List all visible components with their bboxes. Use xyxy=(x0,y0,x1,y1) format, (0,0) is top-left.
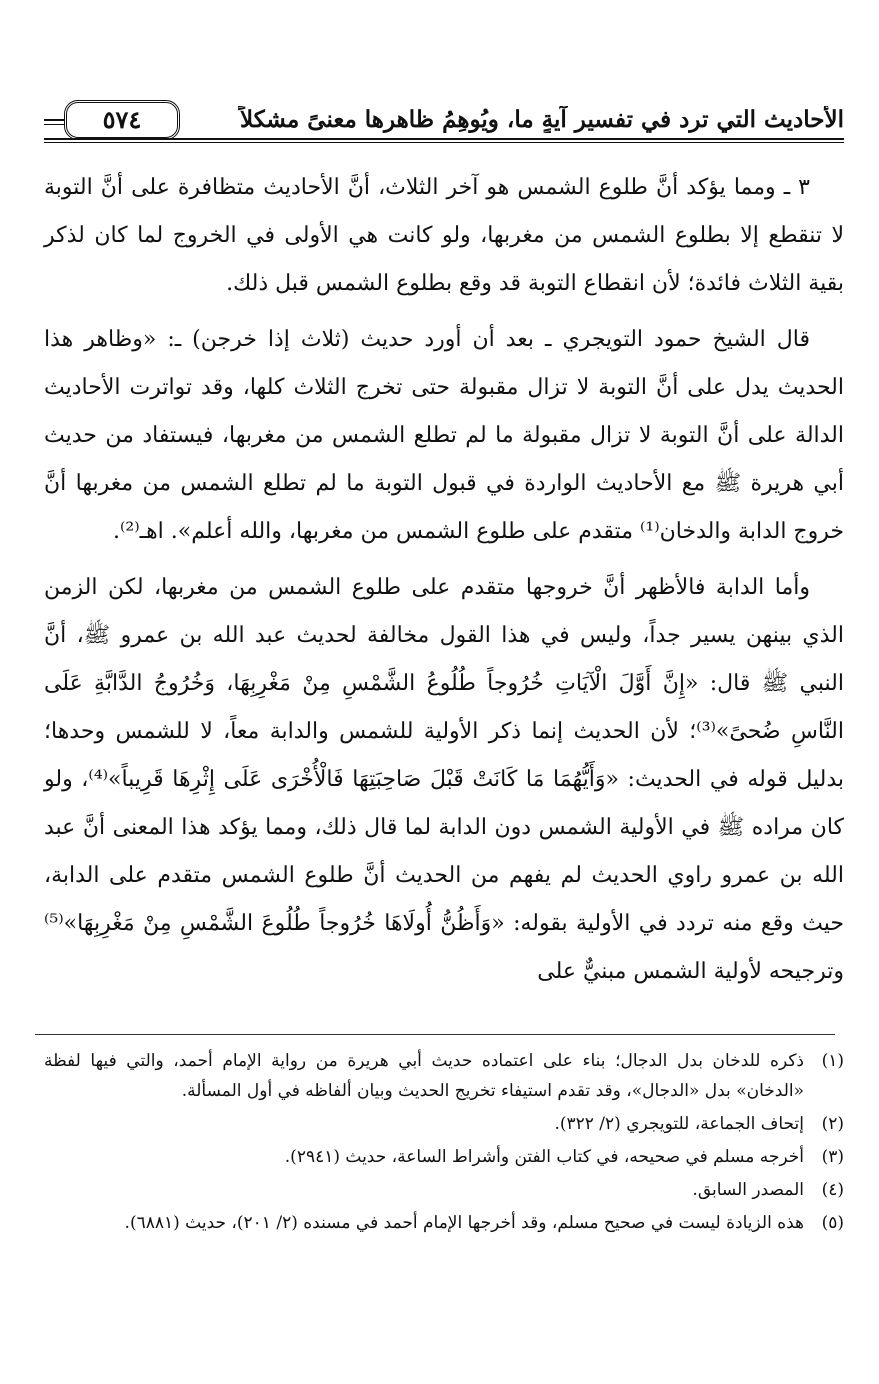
footnote-text: إتحاف الجماعة، للتويجري (٢/ ٣٢٢). xyxy=(554,1114,804,1134)
header-rule-thin xyxy=(44,142,844,143)
header-ornament-line xyxy=(44,119,64,121)
paragraph-2: قال الشيخ حمود التويجري ـ بعد أن أورد حديث (ثلاث إذا خرجن) ـ: «وظاهر هذا الحديث يدل على أنَّ التوبة لا تزال مقبولة حتى تخرج الثلاث كلها، وقد تواترت الأحاديث الدالة على أنَّ التوبة لا تزال مقبولة ما لم تطلع الشمس من مغربها، فيستفاد من حديث أبي هريرة ﷺ مع الأحاديث الواردة في قبول التوبة ما لم تطلع الشمس من مغربها أنَّ خروج الدابة والدخان⁽¹⁾ متقدم على طلوع الشمس من مغربها، والله أعلم». اهـ⁽²⁾. xyxy=(44,327,844,544)
footnote-text: ذكره للدخان بدل الدجال؛ بناء على اعتماده حديث أبي هريرة من رواية الإمام أحمد، والتي فيها لفظة «الدخان» بدل «الدجال»، وقد تقدم استيفاء تخريج الحديث وبيان ألفاظه في أول المسألة. xyxy=(44,1051,804,1101)
footnote xyxy=(44,1208,844,1238)
running-header xyxy=(44,96,844,144)
footnotes xyxy=(44,1046,844,1241)
footnote-number: (٥) xyxy=(821,1213,844,1233)
footnote xyxy=(44,1109,844,1139)
footnote xyxy=(44,1142,844,1172)
footnote-text: هذه الزيادة ليست في صحيح مسلم، وقد أخرجها الإمام أحمد في مسنده (٢/ ٢٠١)، حديث (٦٨٨١). xyxy=(124,1213,804,1233)
footnote-number: (١) xyxy=(821,1051,844,1071)
main-text xyxy=(44,164,844,1004)
page-number: ٥٧٤ xyxy=(64,100,180,140)
paragraph-1: ٣ ـ ومما يؤكد أنَّ طلوع الشمس هو آخر الثلاث، أنَّ الأحاديث متظافرة على أنَّ التوبة لا تنقطع إلا بطلوع الشمس من مغربها، ولو كانت هي الأولى في الخروج لما كان لذكر بقية الثلاث فائدة؛ لأن انقطاع التوبة قد وقع بطلوع الشمس قبل ذلك. xyxy=(44,175,844,296)
header-ornament-line-thin xyxy=(44,124,64,125)
header-rule xyxy=(44,138,844,140)
footnote xyxy=(44,1046,844,1106)
footnote-separator xyxy=(35,1034,835,1035)
footnote-text: المصدر السابق. xyxy=(692,1180,804,1200)
footnote-number: (٣) xyxy=(821,1147,844,1167)
paragraph-3: وأما الدابة فالأظهر أنَّ خروجها متقدم على طلوع الشمس من مغربها، لكن الزمن الذي بينهن يسير جداً، وليس في هذا القول مخالفة لحديث عبد الله بن عمرو ﷺ، أنَّ النبي ﷺ قال: «إِنَّ أَوَّلَ الْآيَاتِ خُرُوجاً طُلُوعُ الشَّمْسِ مِنْ مَغْرِبِهَا، وَخُرُوجُ الدَّابَّةِ عَلَى النَّاسِ ضُحىً»⁽³⁾؛ لأن الحديث إنما ذكر الأولية للشمس والدابة معاً، لا للشمس وحدها؛ بدليل قوله في الحديث: «وَأَيُّهُمَا مَا كَانَتْ قَبْلَ صَاحِبَتِهَا فَالْأُخْرَى عَلَى إِثْرِهَا قَرِيباً»⁽⁴⁾، ولو كان مراده ﷺ في الأولية الشمس دون الدابة لما قال ذلك، ومما يؤكد هذا المعنى أنَّ عبد الله بن عمرو راوي الحديث لم يفهم من الحديث أنَّ طلوع الشمس متقدم على الدابة، حيث وقع منه تردد في الأولية بقوله: «وَأَظُنُّ أُولَاهَا خُرُوجاً طُلُوعَ الشَّمْسِ مِنْ مَغْرِبِهَا»⁽⁵⁾ وترجيحه لأولية الشمس مبنيٌّ على xyxy=(44,575,844,984)
footnote-text: أخرجه مسلم في صحيحه، في كتاب الفتن وأشراط الساعة، حديث (٢٩٤١). xyxy=(284,1147,804,1167)
header-title: الأحاديث التي ترد في تفسير آيةٍ ما، ويُوهِمُ ظاهرها معنىً مشكلاً xyxy=(240,106,844,133)
footnote xyxy=(44,1175,844,1205)
footnote-number: (٢) xyxy=(821,1114,844,1134)
footnote-number: (٤) xyxy=(821,1180,844,1200)
